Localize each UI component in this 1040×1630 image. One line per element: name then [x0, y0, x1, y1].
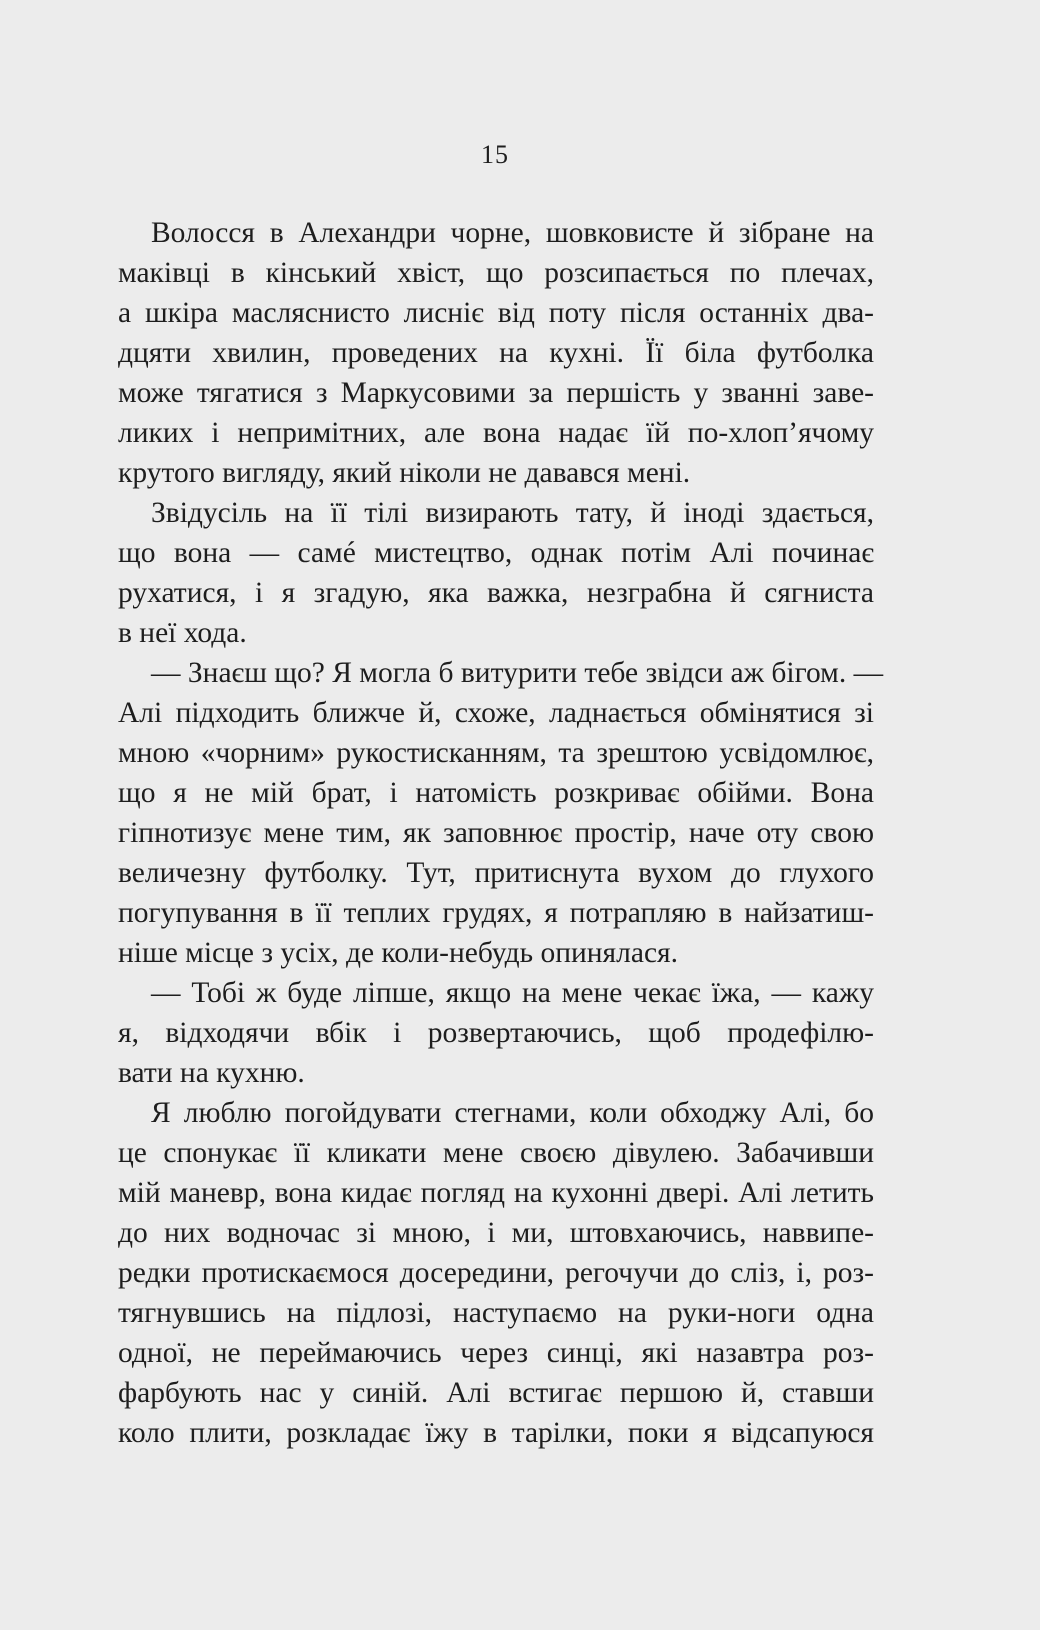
text-line: Я люблю погойдувати стегнами, коли обходжу Алі, бо: [151, 1097, 874, 1129]
text-line: мій маневр, вона кидає погляд на кухонні двері. Алі летить: [118, 1177, 874, 1209]
paragraph: [118, 973, 874, 1093]
text-line: рухатися, і я згадую, яка важка, незграбна й сягниста: [118, 577, 874, 609]
text-line: редки протискаємося досередини, регочучи до сліз, і, роз-: [118, 1257, 874, 1289]
text-line: фарбують нас у синій. Алі встигає першою й, ставши: [118, 1377, 874, 1409]
text-line: Волосся в Алехандри чорне, шовковисте й зібране на: [151, 217, 874, 249]
text-line: крутого вигляду, який ніколи не давався мені.: [118, 457, 691, 489]
text-line: тягнувшись на підлозі, наступаємо на руки-ноги одна: [118, 1297, 874, 1329]
page-number: 15: [481, 140, 509, 169]
text-line: одної, не переймаючись через синці, які назавтра роз-: [118, 1337, 874, 1369]
text-line: що вона — самé мистецтво, однак потім Алі починає: [118, 537, 874, 569]
text-line: — Знаєш що? Я могла б витурити тебе звідси аж бігом. —: [151, 657, 884, 689]
text-line: ніше місце з усіх, де коли-небудь опинялася.: [118, 937, 678, 969]
text-line: маківці в кінський хвіст, що розсипається по плечах,: [118, 257, 874, 289]
text-line: величезну футболку. Тут, притиснута вухом до глухого: [118, 857, 874, 889]
text-line: Алі підходить ближче й, схоже, ладнається обмінятися зі: [118, 697, 874, 729]
text-line: в неї хода.: [118, 617, 247, 649]
text-line: коло плити, розкладає їжу в тарілки, поки я відсапуюся: [118, 1417, 874, 1449]
text-line: гіпнотизує мене тим, як заповнює простір, наче оту свою: [118, 817, 874, 849]
text-line: погупування в її теплих грудях, я потрапляю в найзатиш-: [118, 897, 874, 929]
paragraph: [118, 213, 874, 493]
body-text: [118, 213, 884, 1453]
text-line: може тягатися з Маркусовими за першість у званні заве-: [118, 377, 874, 409]
text-line: я, відходячи вбік і розвертаючись, щоб продефілю-: [118, 1017, 874, 1049]
text-line: а шкіра масляснисто лисніє від поту після останніх два-: [118, 297, 874, 329]
text-line: мною «чорним» рукостисканням, та зрештою усвідомлює,: [118, 737, 874, 769]
text-line: Звідусіль на її тілі визирають тату, й іноді здається,: [151, 497, 874, 529]
text-line: вати на кухню.: [118, 1057, 305, 1089]
text-line: дцяти хвилин, проведених на кухні. Її біла футболка: [118, 337, 874, 369]
text-line: це спонукає її кликати мене своєю дівулею. Забачивши: [118, 1137, 874, 1169]
paragraph: [118, 653, 884, 973]
paragraph: [118, 1093, 874, 1453]
text-line: ликих і непримітних, але вона надає їй по-хлоп’ячому: [118, 417, 874, 449]
paragraph: [118, 493, 874, 653]
text-line: — Тобі ж буде ліпше, якщо на мене чекає їжа, — кажу: [151, 977, 874, 1009]
text-line: що я не мій брат, і натомість розкриває обійми. Вона: [118, 777, 874, 809]
text-line: до них водночас зі мною, і ми, штовхаючись, наввипе-: [118, 1217, 874, 1249]
